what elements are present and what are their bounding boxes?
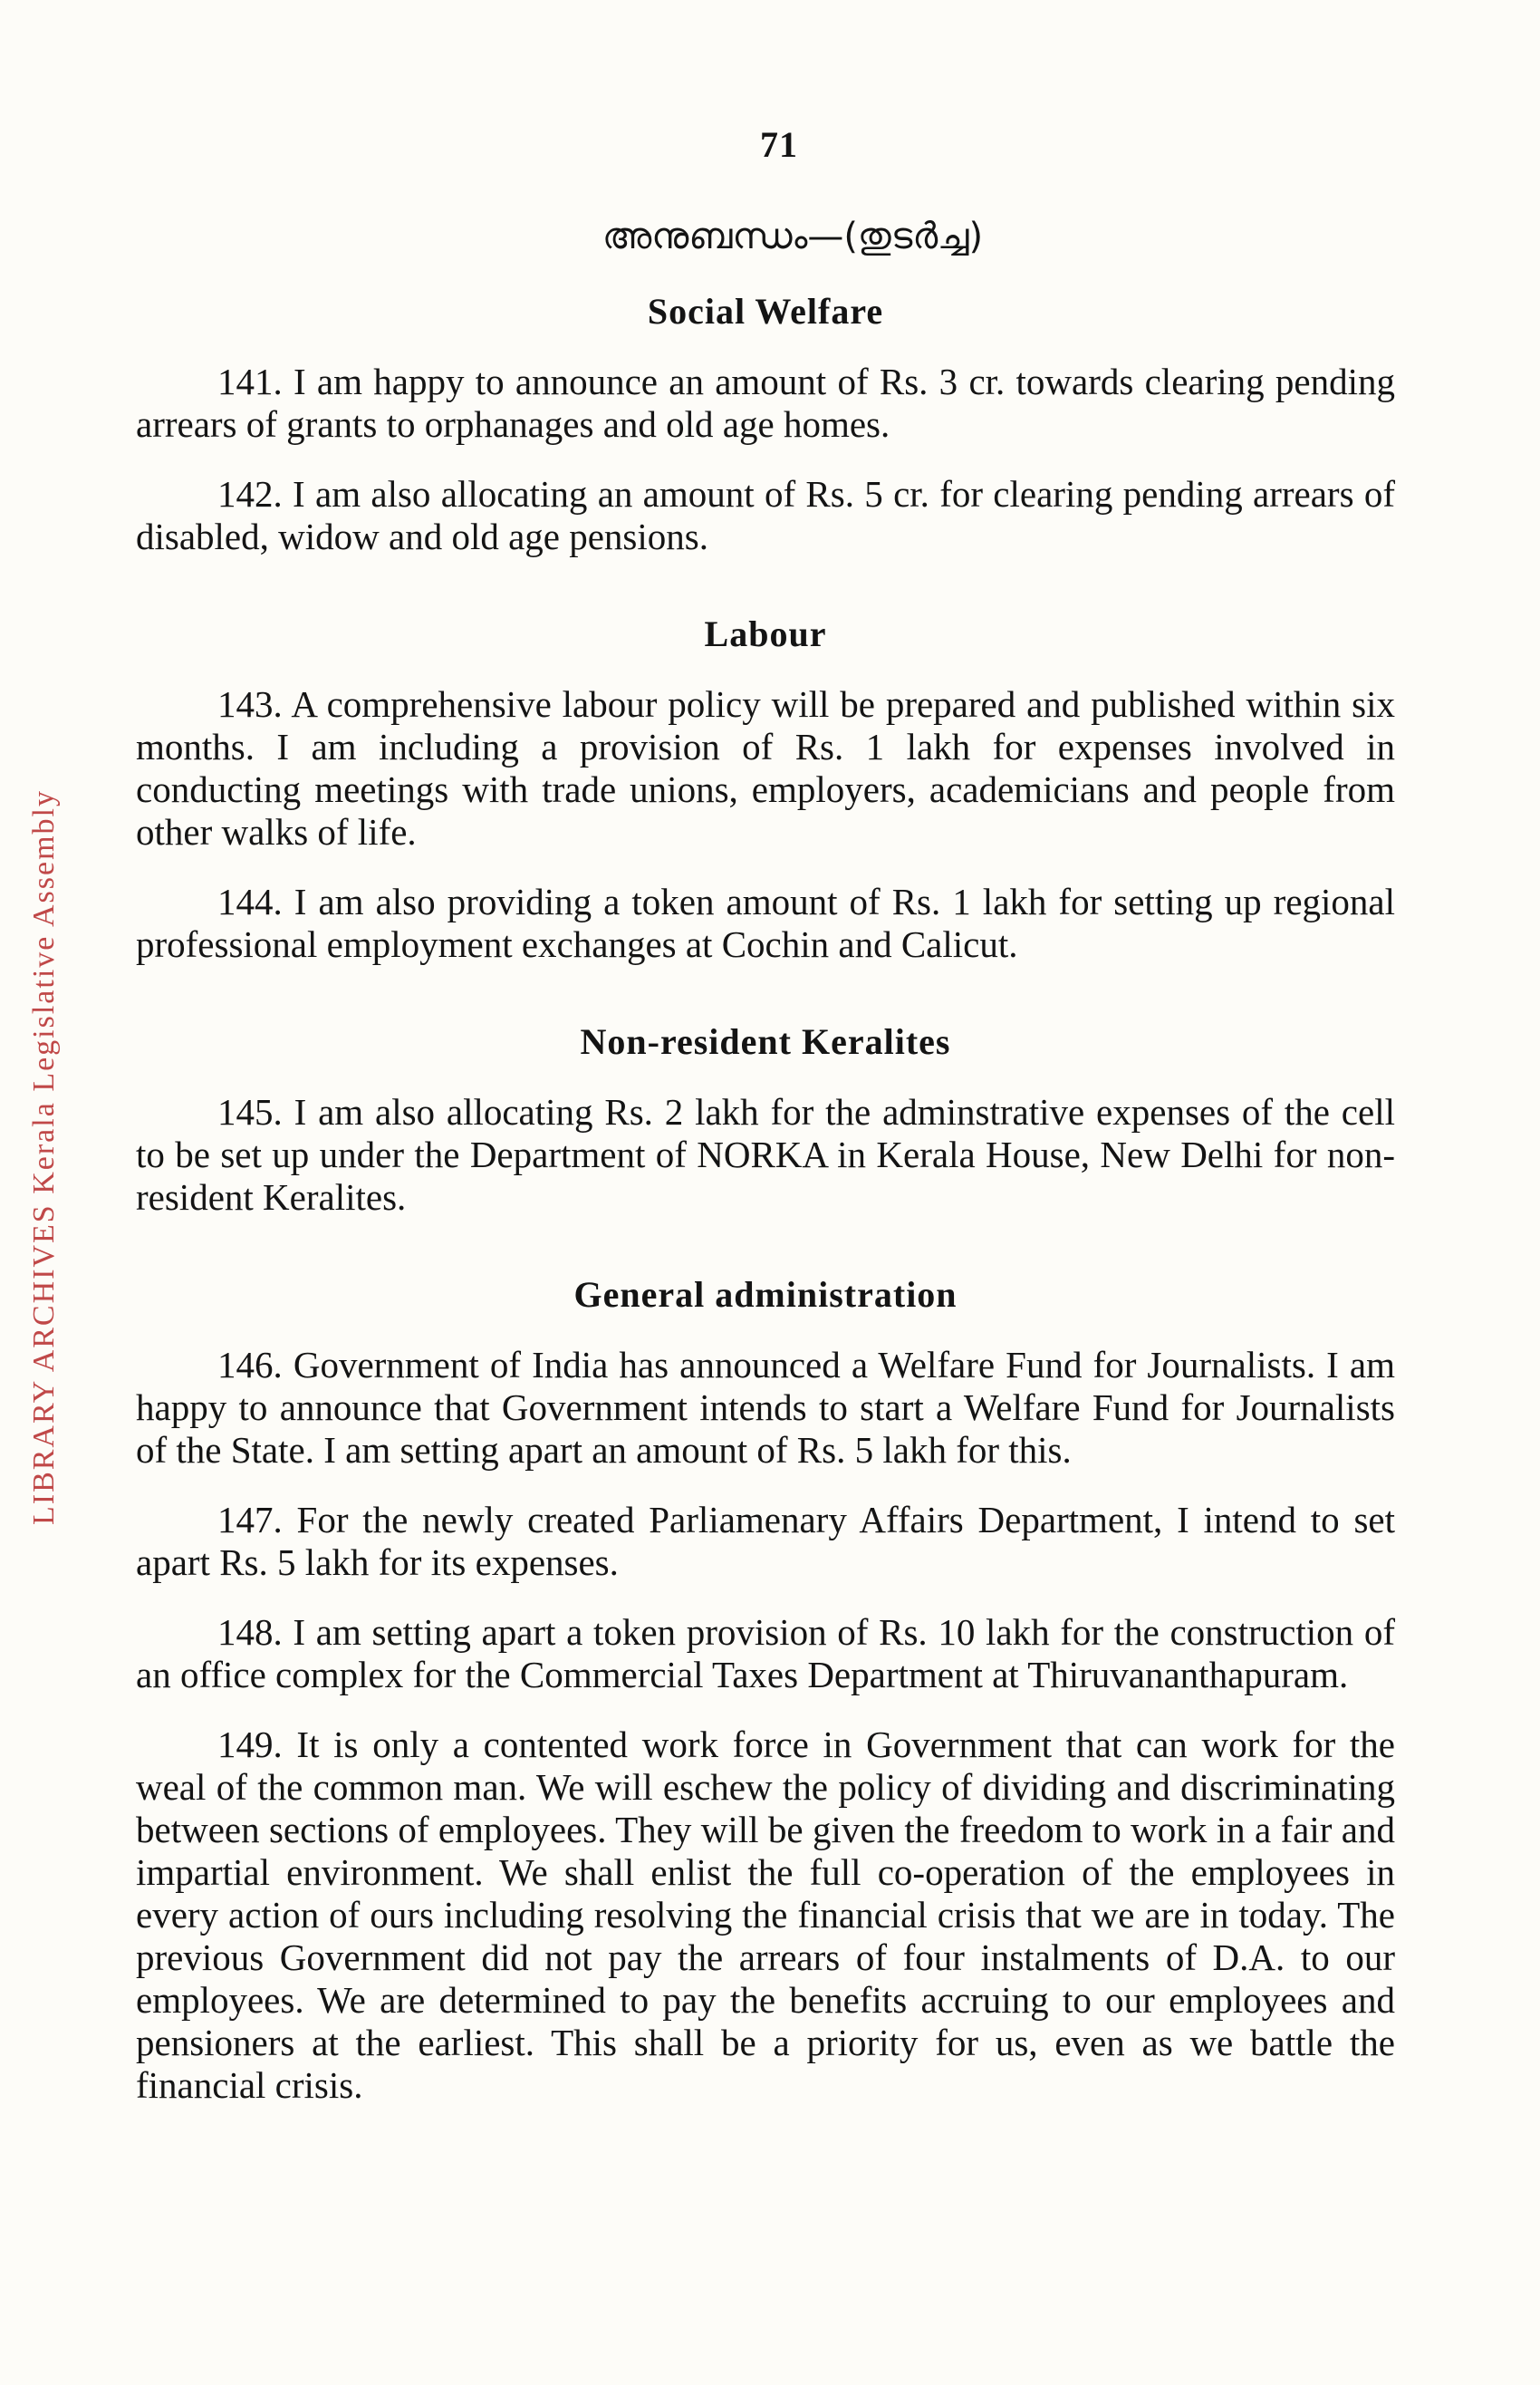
- paragraph-142: 142. I am also allocating an amount of Rs. 5 cr. for clearing pending arrears of disabled, widow and old age pensions.: [136, 473, 1395, 557]
- document-body: [136, 290, 1395, 2107]
- section-heading: Non-resident Keralites: [580, 1021, 951, 1062]
- section-heading: General administration: [573, 1274, 958, 1315]
- paragraph-145: 145. I am also allocating Rs. 2 lakh for the adminstrative expenses of the cell to be set up under the Department of NORKA in Kerala House, New Delhi for non-resident Keralites.: [136, 1091, 1395, 1218]
- section-heading: Social Welfare: [647, 291, 884, 332]
- section-general-administration: [136, 1273, 1395, 2107]
- section-labour: [136, 613, 1395, 966]
- paragraph-149: 149. It is only a contented work force in Government that can work for the weal of the common man. We will eschew the policy of dividing and discriminating between sections of employees. They will be given the freedom to work in a fair and impartial environment. We shall enlist the full co-operation of the employees in every action of ours including resolving the financial crisis that we are in today. The previous Government did not pay the arrears of four instalments of D.A. to our employees. We are determined to pay the benefits accruing to our employees and pensioners at the earliest. This shall be a priority for us, even as we battle the financial crisis.: [136, 1724, 1395, 2106]
- library-watermark: LIBRARY ARCHIVES Kerala Legislative Assembly: [27, 789, 61, 1526]
- paragraph-144: 144. I am also providing a token amount of Rs. 1 lakh for setting up regional professional employment exchanges at Cochin and Calicut.: [136, 881, 1395, 965]
- paragraph-146: 146. Government of India has announced a Welfare Fund for Journalists. I am happy to announce that Government intends to start a Welfare Fund for Journalists of the State. I am setting apart an amount of Rs. 5 lakh for this.: [136, 1344, 1395, 1471]
- paragraph-147: 147. For the newly created Parliamenary Affairs Department, I intend to set apart Rs. 5 lakh for its expenses.: [136, 1499, 1395, 1583]
- malayalam-heading: അനുബന്ധം—(തുടർച്ച): [602, 216, 984, 257]
- paragraph-141: 141. I am happy to announce an amount of Rs. 3 cr. towards clearing pending arrears of grants to orphanages and old age homes.: [136, 361, 1395, 445]
- page-number: 71: [760, 124, 798, 165]
- section-heading: Labour: [704, 613, 827, 654]
- paragraph-148: 148. I am setting apart a token provision of Rs. 10 lakh for the construction of an office complex for the Commercial Taxes Department at Thiruvananthapuram.: [136, 1611, 1395, 1695]
- section-non-resident-keralites: [136, 1020, 1395, 1219]
- paragraph-143: 143. A comprehensive labour policy will be prepared and published within six months. I am including a provision of Rs. 1 lakh for expenses involved in conducting meetings with trade unions, employers, academicians and people from other walks of life.: [136, 683, 1395, 853]
- section-social-welfare: [136, 290, 1395, 558]
